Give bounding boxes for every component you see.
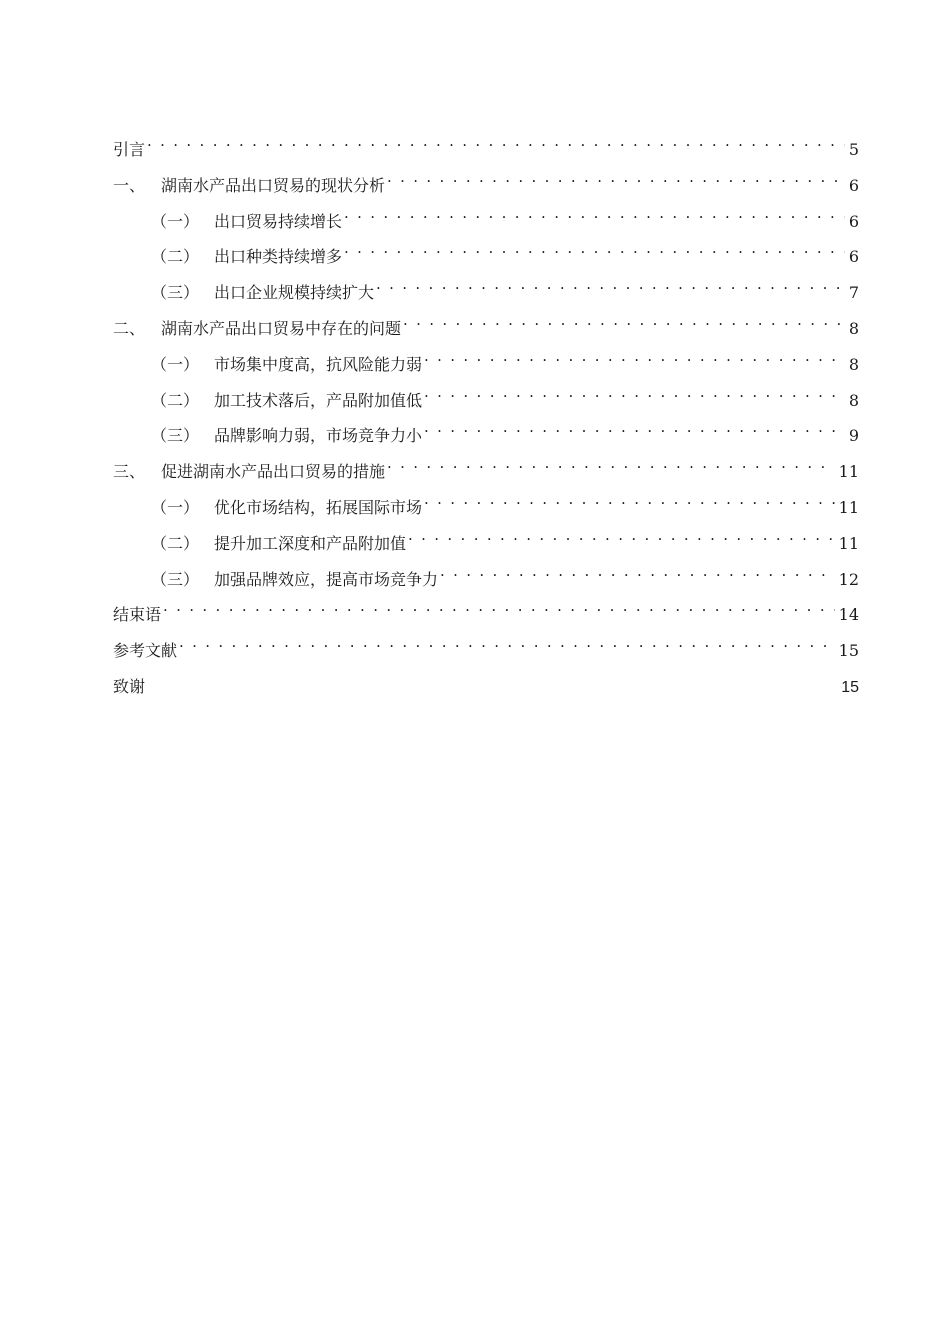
toc-dot-leader	[424, 428, 845, 444]
toc-dot-leader	[147, 142, 845, 158]
toc-entry-title: 湖南水产品出口贸易的现状分析	[161, 175, 386, 195]
toc-entry-title: 引言	[113, 140, 146, 159]
toc-entry[interactable]	[113, 454, 859, 490]
toc-dot-leader	[344, 249, 845, 265]
toc-entry[interactable]	[113, 597, 859, 633]
toc-entry-title: 湖南水产品出口贸易中存在的问题	[161, 318, 402, 338]
toc-entry-title: 参考文献	[113, 641, 178, 661]
toc-dot-leader	[403, 321, 845, 337]
toc-dot-leader	[424, 392, 845, 408]
toc-dot-leader	[387, 464, 835, 480]
toc-entry-page: 11	[838, 497, 859, 517]
toc-entry-title: 出口种类持续增多	[214, 247, 343, 267]
toc-entry-number: （一）	[151, 211, 200, 231]
toc-entry-title: 品牌影响力弱，市场竞争力小	[214, 426, 423, 446]
toc-entry[interactable]	[113, 132, 859, 168]
toc-subentry[interactable]	[113, 490, 859, 526]
toc-entry-number: （一）	[151, 354, 200, 374]
toc-entry[interactable]	[113, 168, 859, 204]
toc-entry-number: 一、	[113, 175, 146, 195]
toc-entry-number: （二）	[151, 533, 200, 553]
toc-entry-page: 6	[848, 175, 859, 195]
toc-subentry[interactable]	[113, 418, 859, 454]
toc-entry-page: 6	[848, 211, 859, 231]
table-of-contents	[113, 132, 859, 705]
toc-entry-title: 促进湖南水产品出口贸易的措施	[161, 462, 386, 482]
toc-dot-leader	[376, 285, 845, 301]
toc-dot-leader	[424, 357, 845, 373]
toc-entry-title: 市场集中度高，抗风险能力弱	[214, 354, 423, 374]
toc-subentry[interactable]	[113, 239, 859, 275]
toc-entry[interactable]	[113, 633, 859, 669]
toc-entry-title: 结束语	[113, 605, 162, 625]
toc-entry-page: 11	[838, 533, 859, 553]
toc-entry-number: 二、	[113, 318, 146, 338]
toc-dot-leader	[440, 571, 835, 587]
toc-entry[interactable]	[113, 669, 859, 705]
toc-entry-page: 12	[838, 569, 859, 589]
toc-entry-number: （三）	[151, 426, 200, 446]
toc-dot-leader	[147, 679, 837, 695]
toc-dot-leader	[179, 643, 835, 659]
toc-entry-page: 8	[848, 354, 859, 374]
toc-subentry[interactable]	[113, 275, 859, 311]
toc-subentry[interactable]	[113, 204, 859, 240]
toc-entry-page: 8	[848, 390, 859, 410]
toc-entry-page: 6	[848, 247, 859, 267]
toc-entry-page: 7	[848, 283, 859, 303]
toc-subentry[interactable]	[113, 383, 859, 419]
toc-subentry[interactable]	[113, 562, 859, 598]
toc-entry-page: 15	[841, 678, 859, 696]
toc-dot-leader	[424, 500, 835, 516]
toc-entry-title: 加强品牌效应，提高市场竞争力	[214, 569, 439, 589]
toc-subentry[interactable]	[113, 526, 859, 562]
toc-entry-number: （一）	[151, 497, 200, 517]
toc-entry-page: 11	[838, 462, 859, 482]
toc-entry-title: 出口企业规模持续扩大	[214, 283, 375, 303]
toc-entry-number: （三）	[151, 283, 200, 303]
toc-dot-leader	[408, 536, 835, 552]
toc-subentry[interactable]	[113, 347, 859, 383]
toc-entry-title: 优化市场结构，拓展国际市场	[214, 497, 423, 517]
toc-entry-page: 5	[848, 140, 859, 159]
toc-entry[interactable]	[113, 311, 859, 347]
toc-entry-title: 提升加工深度和产品附加值	[214, 533, 407, 553]
toc-entry-page: 8	[848, 318, 859, 338]
toc-entry-page: 9	[848, 426, 859, 446]
toc-entry-title: 出口贸易持续增长	[214, 211, 343, 231]
toc-entry-number: （三）	[151, 569, 200, 589]
toc-entry-page: 15	[838, 641, 859, 661]
toc-entry-number: （二）	[151, 247, 200, 267]
toc-dot-leader	[387, 178, 845, 194]
toc-dot-leader	[163, 607, 835, 623]
toc-entry-number: 三、	[113, 462, 146, 482]
toc-dot-leader	[344, 213, 845, 229]
toc-entry-title: 致谢	[113, 676, 146, 696]
toc-entry-number: （二）	[151, 390, 200, 410]
toc-entry-page: 14	[838, 605, 859, 625]
toc-entry-title: 加工技术落后，产品附加值低	[214, 390, 423, 410]
